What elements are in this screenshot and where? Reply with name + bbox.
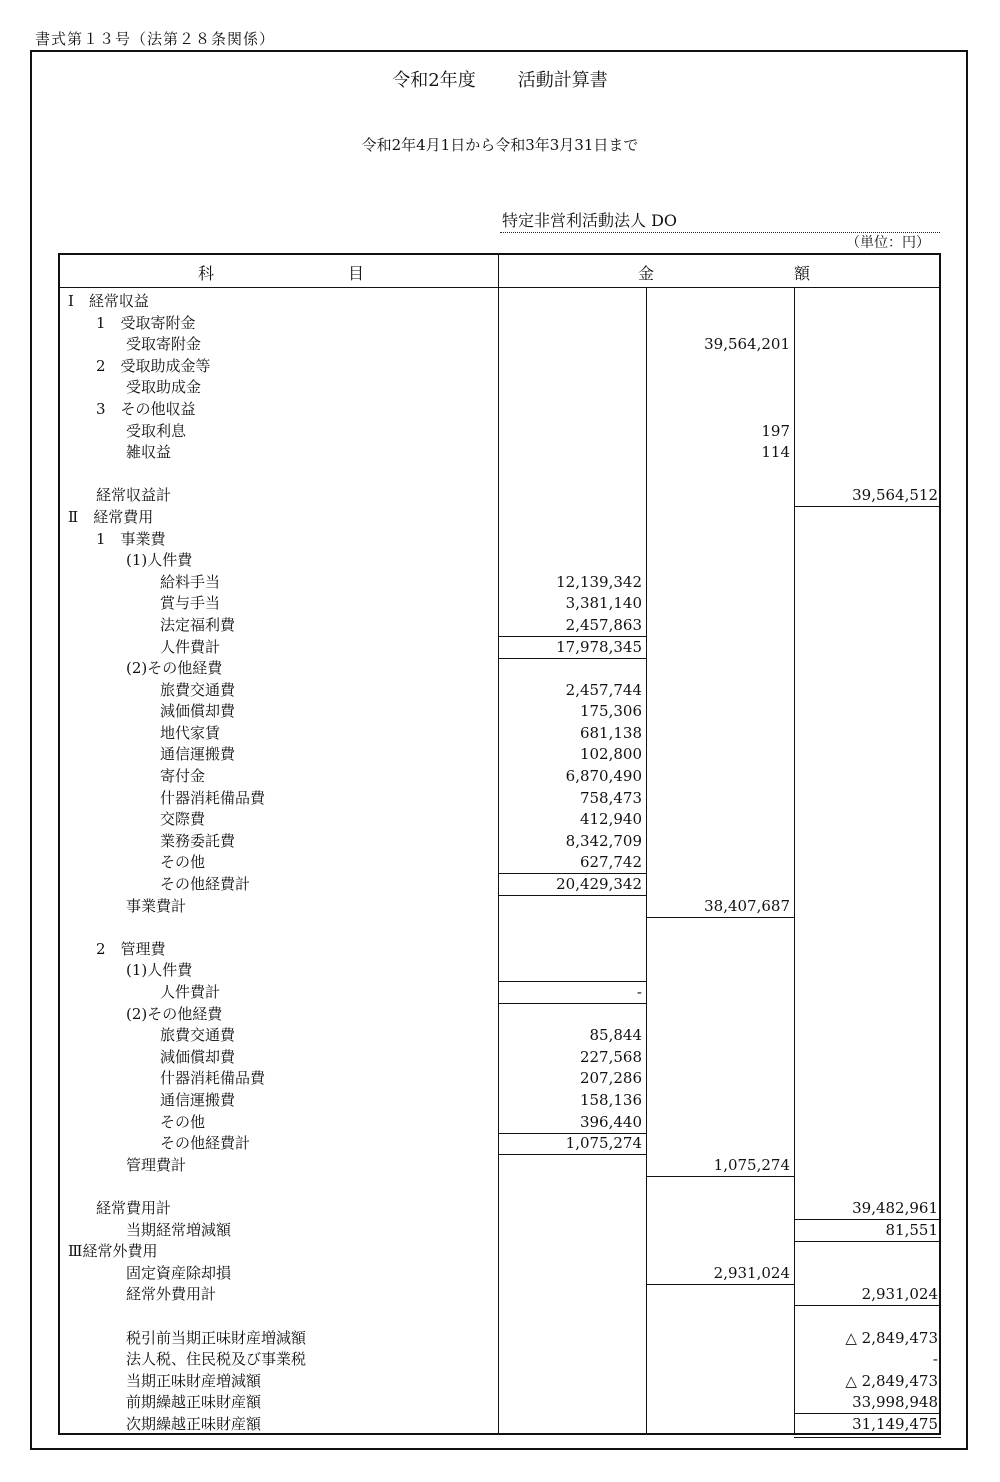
- amount-c3: 81,551: [885, 1220, 938, 1239]
- amount-c1: 2,457,863: [565, 615, 642, 634]
- row-label: 1 事業費: [96, 529, 166, 548]
- header-kamoku-2: 目: [348, 264, 365, 283]
- row-label: 交際費: [160, 810, 206, 829]
- table-row: [60, 982, 939, 1004]
- total-rule: [794, 1198, 941, 1220]
- row-label: 管理費計: [126, 1155, 187, 1174]
- table-row: [60, 1068, 939, 1090]
- spacer-row: [60, 917, 939, 939]
- table-row: [60, 485, 939, 507]
- amount-c1: 20,429,342: [556, 875, 642, 894]
- row-label: 寄付金: [160, 767, 206, 786]
- organization-name: 特定非営利活動法人 DO: [500, 208, 940, 233]
- amount-c1: 85,844: [589, 1026, 642, 1045]
- table-row: [60, 1198, 939, 1220]
- row-label: Ⅲ経常外費用: [68, 1242, 158, 1261]
- row-label: 1 受取寄附金: [96, 313, 196, 332]
- row-label: 経常費用計: [96, 1198, 172, 1217]
- row-label: (2)その他経費: [126, 1004, 223, 1023]
- table-row: [60, 1112, 939, 1134]
- table-row: [60, 809, 939, 831]
- row-label: その他: [160, 1112, 206, 1131]
- table-row: [60, 1241, 939, 1263]
- amount-c2: 2,931,024: [713, 1263, 790, 1282]
- amount-c1: 6,870,490: [565, 767, 642, 786]
- table-row: [60, 550, 939, 572]
- row-label: 2 管理費: [96, 939, 166, 958]
- amount-c2: 197: [761, 421, 790, 440]
- table-row: [60, 1220, 939, 1242]
- table-row: [60, 1133, 939, 1155]
- amount-c3: 33,998,948: [852, 1393, 938, 1412]
- row-label: 3 その他収益: [96, 399, 196, 418]
- table-row: [60, 529, 939, 551]
- table-row: [60, 852, 939, 874]
- amount-c1: 1,075,274: [565, 1134, 642, 1153]
- amount-c3: 31,149,475: [852, 1414, 938, 1433]
- row-label: 受取寄附金: [126, 335, 202, 354]
- amount-c1: 207,286: [579, 1069, 642, 1088]
- title-name: 活動計算書: [517, 70, 608, 91]
- table-row: [60, 1284, 939, 1306]
- row-label: Ⅱ 経常費用: [68, 507, 154, 526]
- header-divider: [60, 287, 939, 288]
- spacer-row: [60, 464, 939, 486]
- subtotal-rule: [498, 852, 646, 874]
- subtotal-rule: [498, 982, 646, 1004]
- row-label: 受取利息: [126, 421, 187, 440]
- amount-c1: 396,440: [579, 1112, 642, 1131]
- table-row: [60, 723, 939, 745]
- table-row: [60, 1047, 939, 1069]
- row-label: 人件費計: [160, 983, 221, 1001]
- table-row: [60, 313, 939, 335]
- amount-c1: 175,306: [579, 702, 642, 721]
- table-row: [60, 1328, 939, 1350]
- row-label: 業務委託費: [160, 831, 236, 850]
- row-label: 当期経常増減額: [126, 1220, 232, 1239]
- subtotal-rule: [498, 615, 646, 637]
- amount-c1: 412,940: [579, 810, 642, 829]
- table-row: [60, 701, 939, 723]
- table-row: [60, 1349, 939, 1371]
- row-label: 経常収益計: [96, 486, 172, 505]
- table-row: [60, 1371, 939, 1393]
- amount-c2: 114: [761, 443, 790, 462]
- amount-c1: 227,568: [579, 1047, 642, 1066]
- table-row: [60, 896, 939, 918]
- header-kamoku-1: 科: [198, 264, 215, 283]
- table-row: [60, 874, 939, 896]
- amount-c1: 158,136: [579, 1090, 642, 1109]
- row-label: 什器消耗備品費: [160, 1069, 266, 1088]
- amount-c3: -: [932, 1350, 938, 1369]
- row-label: 2 受取助成金等: [96, 356, 211, 375]
- row-label: 雑収益: [126, 443, 172, 462]
- row-label: 旅費交通費: [160, 680, 236, 699]
- row-label: 受取助成金: [126, 378, 202, 397]
- amount-c1: 627,742: [579, 853, 642, 872]
- amount-c2: 1,075,274: [713, 1155, 790, 1174]
- table-row: [60, 1263, 939, 1285]
- total-rule: [794, 485, 941, 507]
- amount-c1: 17,978,345: [556, 637, 642, 656]
- table-row: [60, 788, 939, 810]
- table-row: [60, 939, 939, 961]
- amount-c1: 12,139,342: [556, 572, 642, 591]
- subtotal-rule: [498, 874, 646, 896]
- unit-label: （単位：円）: [846, 235, 930, 251]
- amount-c1: 681,138: [579, 723, 642, 742]
- row-label: 減価償却費: [160, 702, 236, 721]
- spacer-row: [60, 1176, 939, 1198]
- row-label: (2)その他経費: [126, 659, 223, 678]
- table-row: [60, 399, 939, 421]
- row-label: 固定資産除却損: [126, 1263, 232, 1282]
- row-label: 当期正味財産増減額: [126, 1371, 262, 1390]
- table-row: [60, 1004, 939, 1026]
- row-label: 経常外費用計: [126, 1285, 217, 1304]
- title-year: 令和2年度: [392, 70, 476, 91]
- row-label: その他経費計: [160, 875, 251, 894]
- row-label: Ⅰ 経常収益: [68, 292, 149, 310]
- table-row: [60, 1414, 939, 1436]
- header-kingaku-1: 金: [638, 264, 655, 283]
- table-row: [60, 1155, 939, 1177]
- subtotal-rule: [498, 960, 646, 982]
- subtotal-rule: [646, 1155, 794, 1177]
- table-row: [60, 593, 939, 615]
- document-title: [0, 66, 1000, 92]
- table-row: [60, 507, 939, 529]
- total-rule: [794, 1284, 941, 1306]
- table-row: [60, 766, 939, 788]
- row-label: 税引前当期正味財産増減額: [126, 1328, 307, 1347]
- row-label: (1)人件費: [126, 551, 193, 570]
- table-row: [60, 680, 939, 702]
- table-row: [60, 615, 939, 637]
- amount-c3: 39,564,512: [852, 486, 938, 505]
- table-row: [60, 421, 939, 443]
- subtotal-rule: [646, 896, 794, 918]
- row-label: その他: [160, 853, 206, 872]
- row-label: 事業費計: [126, 896, 187, 915]
- table-row: [60, 1090, 939, 1112]
- table-row: [60, 572, 939, 594]
- amount-c3: 2,931,024: [861, 1285, 938, 1304]
- row-label: 法定福利費: [160, 615, 236, 634]
- amount-c3: △ 2,849,473: [845, 1328, 938, 1347]
- subtotal-rule: [498, 1112, 646, 1134]
- statement-table: [58, 253, 941, 1435]
- row-label: (1)人件費: [126, 961, 193, 980]
- amount-c3: △ 2,849,473: [845, 1371, 938, 1390]
- row-label: 什器消耗備品費: [160, 788, 266, 807]
- table-row: [60, 356, 939, 378]
- subtotal-rule: [498, 637, 646, 659]
- row-label: 通信運搬費: [160, 745, 236, 764]
- table-row: [60, 377, 939, 399]
- row-label: 人件費計: [160, 637, 221, 656]
- table-row: [60, 1025, 939, 1047]
- form-number: 書式第１３号（法第２８条関係）: [35, 30, 276, 48]
- row-label: 減価償却費: [160, 1047, 236, 1066]
- fiscal-period: 令和2年4月1日から令和3年3月31日まで: [361, 136, 639, 154]
- total-rule: [794, 1392, 941, 1414]
- row-label: 法人税、住民税及び事業税: [126, 1350, 307, 1369]
- amount-c1: -: [636, 983, 642, 1001]
- spacer-row: [60, 1306, 939, 1328]
- row-label: 次期繰越正味財産額: [126, 1414, 262, 1433]
- subtotal-rule: [498, 1133, 646, 1155]
- subtotal-rule: [646, 1263, 794, 1285]
- table-row: [60, 637, 939, 659]
- amount-c1: 102,800: [579, 745, 642, 764]
- row-label: 賞与手当: [160, 594, 221, 613]
- table-row: [60, 291, 939, 313]
- amount-c3: 39,482,961: [852, 1198, 938, 1217]
- amount-c1: 2,457,744: [565, 680, 642, 699]
- statement-rows: [60, 291, 939, 1435]
- table-row: [60, 744, 939, 766]
- amount-c1: 3,381,140: [565, 594, 642, 613]
- row-label: 地代家賃: [160, 723, 221, 742]
- table-row: [60, 658, 939, 680]
- final-total-rule: [794, 1414, 941, 1438]
- table-row: [60, 831, 939, 853]
- row-label: 旅費交通費: [160, 1026, 236, 1045]
- row-label: その他経費計: [160, 1134, 251, 1153]
- amount-c1: 758,473: [579, 788, 642, 807]
- amount-c2: 38,407,687: [704, 896, 790, 915]
- amount-c2: 39,564,201: [704, 335, 790, 354]
- total-rule: [794, 1220, 941, 1242]
- table-row: [60, 442, 939, 464]
- header-kingaku-2: 額: [794, 264, 811, 283]
- amount-c1: 8,342,709: [565, 831, 642, 850]
- row-label: 通信運搬費: [160, 1090, 236, 1109]
- row-label: 給料手当: [160, 572, 221, 591]
- table-row: [60, 334, 939, 356]
- row-label: 前期繰越正味財産額: [126, 1393, 262, 1412]
- table-row: [60, 1392, 939, 1414]
- table-row: [60, 960, 939, 982]
